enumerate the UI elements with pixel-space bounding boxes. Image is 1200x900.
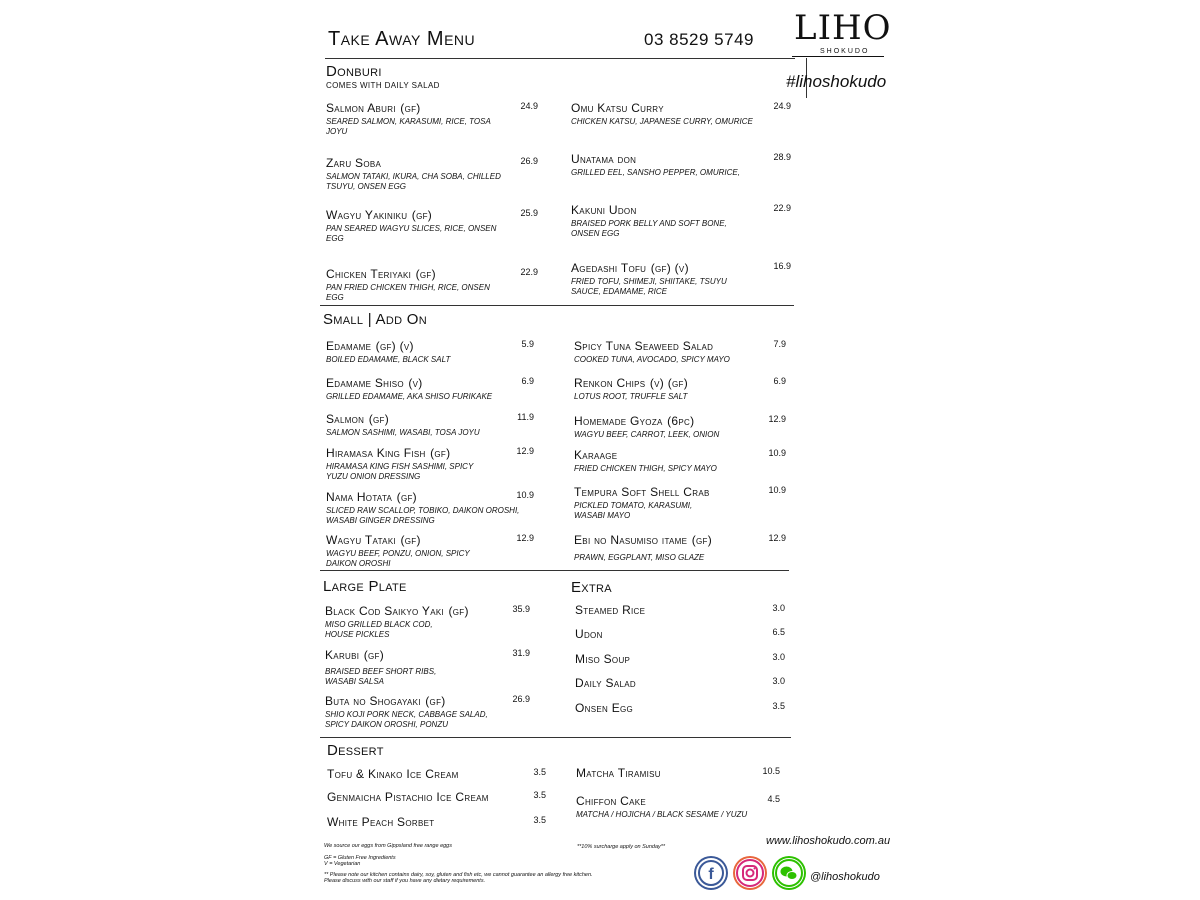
wechat-icon[interactable] xyxy=(774,858,804,888)
menu-item xyxy=(571,99,791,127)
egg-source-note: We source our eggs from Gippsland free range eggs xyxy=(324,843,452,849)
item-price: 22.9 xyxy=(773,203,791,213)
item-description: BOILED EDAMAME, BLACK SALT xyxy=(326,355,451,364)
item-description: COOKED TUNA, AVOCADO, SPICY MAYO xyxy=(574,355,730,364)
menu-item xyxy=(571,150,791,178)
item-price: 28.9 xyxy=(773,152,791,162)
item-price: 6.9 xyxy=(521,376,534,386)
website-link[interactable]: www.lihoshokudo.com.au xyxy=(766,835,891,847)
item-description: GRILLED EDAMAME, AKA SHISO FURIKAKE xyxy=(326,392,493,401)
svg-text:f: f xyxy=(708,866,714,883)
menu-item xyxy=(326,444,534,482)
item-name: Genmaicha Pistachio Ice Cream xyxy=(327,790,489,804)
item-name: Kakuni Udon xyxy=(571,203,637,217)
item-price: 3.0 xyxy=(772,652,785,662)
item-price: 16.9 xyxy=(773,261,791,271)
item-description: PAN SEARED WAGYU SLICES, RICE, ONSEN EGG xyxy=(326,224,497,243)
section-title-extra: Extra xyxy=(571,579,612,596)
item-tag: (6pc) xyxy=(667,414,695,428)
item-name: Karaage xyxy=(574,448,618,462)
menu-item xyxy=(575,601,785,619)
item-name: Tempura Soft Shell Crab xyxy=(574,485,710,499)
item-price: 12.9 xyxy=(768,414,786,424)
item-tag: (gf) xyxy=(430,446,451,460)
item-name: Salmon Aburi xyxy=(326,101,396,115)
item-name: Udon xyxy=(575,627,603,641)
menu-item xyxy=(326,206,538,244)
item-name: Miso Soup xyxy=(575,652,631,666)
item-price: 12.9 xyxy=(768,533,786,543)
item-description: PICKLED TOMATO, KARASUMI, WASABI MAYO xyxy=(574,501,693,520)
menu-item xyxy=(326,374,534,402)
item-name: Nama Hotata xyxy=(326,490,393,504)
instagram-icon[interactable] xyxy=(735,858,765,888)
item-name: Buta no Shogayaki xyxy=(325,694,421,708)
menu-item xyxy=(326,488,534,526)
section-title-donburi: Donburi xyxy=(326,63,382,80)
item-name: Edamame xyxy=(326,339,372,353)
item-name: Tofu & Kinako Ice Cream xyxy=(327,767,459,781)
item-price: 35.9 xyxy=(512,604,530,614)
legend-vegetarian: V = Vegetarian xyxy=(324,861,361,867)
item-name: Homemade Gyoza xyxy=(574,414,663,428)
item-tag: (gf) xyxy=(411,208,433,222)
menu-item xyxy=(571,259,791,297)
menu-item xyxy=(576,764,780,782)
item-name: Zaru Soba xyxy=(326,156,382,170)
item-description: MISO GRILLED BLACK COD, HOUSE PICKLES xyxy=(325,620,433,639)
phone-number: 03 8529 5749 xyxy=(644,30,754,49)
item-price: 7.9 xyxy=(773,339,786,349)
menu-item xyxy=(574,374,786,402)
item-description: CHICKEN KATSU, JAPANESE CURRY, OMURICE xyxy=(571,117,753,126)
liho-logo xyxy=(792,8,892,60)
menu-item xyxy=(575,699,785,717)
section-title-large-plate: Large Plate xyxy=(323,578,407,595)
menu-title: Take Away Menu xyxy=(328,28,476,50)
item-name: Edamame Shiso xyxy=(326,376,404,390)
menu-item xyxy=(576,792,780,810)
item-price: 3.5 xyxy=(772,701,785,711)
item-description: WAGYU BEEF, CARROT, LEEK, ONION xyxy=(574,430,720,439)
item-price: 10.9 xyxy=(516,490,534,500)
menu-item xyxy=(326,410,534,438)
item-description: SEARED SALMON, KARASUMI, RICE, TOSA JOYU xyxy=(326,117,491,136)
section-divider xyxy=(320,305,794,306)
item-price: 12.9 xyxy=(516,446,534,456)
item-price: 10.9 xyxy=(768,485,786,495)
item-name: Wagyu Yakiniku xyxy=(326,208,408,222)
item-description: SLICED RAW SCALLOP, TOBIKO, DAIKON OROSHI, WASABI GINGER DRESSING xyxy=(326,506,520,525)
menu-item xyxy=(575,625,785,643)
item-price: 3.0 xyxy=(772,603,785,613)
item-name: Steamed Rice xyxy=(575,603,646,617)
item-name: Matcha Tiramisu xyxy=(576,766,661,780)
item-price: 5.9 xyxy=(521,339,534,349)
donburi-note: COMES WITH DAILY SALAD xyxy=(326,81,440,90)
menu-item xyxy=(574,531,786,563)
menu-item xyxy=(575,650,785,668)
menu-item xyxy=(325,602,530,640)
header-rule xyxy=(325,58,795,59)
menu-item xyxy=(574,483,786,521)
logo-subtitle: SHOKUDO xyxy=(820,48,870,55)
menu-item xyxy=(326,265,538,303)
section-divider xyxy=(320,737,791,738)
item-price: 3.5 xyxy=(533,767,546,777)
menu-item xyxy=(325,646,530,687)
item-name: Ebi no Nasumiso itame xyxy=(574,533,688,547)
item-name: Black Cod Saikyo Yaki xyxy=(325,604,445,618)
item-price: 12.9 xyxy=(516,533,534,543)
item-name: Salmon xyxy=(326,412,365,426)
menu-item xyxy=(574,337,786,365)
menu-item xyxy=(574,412,786,440)
item-price: 10.5 xyxy=(762,766,780,776)
item-price: 3.5 xyxy=(533,790,546,800)
item-description: GRILLED EEL, SANSHO PEPPER, OMURICE, xyxy=(571,168,740,177)
item-tag: (gf) xyxy=(363,648,385,662)
item-name: Unatama don xyxy=(571,152,637,166)
menu-item xyxy=(327,813,546,831)
item-price: 6.9 xyxy=(773,376,786,386)
logo-underline xyxy=(792,56,884,57)
item-name: Omu Katsu Curry xyxy=(571,101,664,115)
item-description: SHIO KOJI PORK NECK, CABBAGE SALAD, SPICY DAIKON OROSHI, PONZU xyxy=(325,710,488,729)
item-name: Daily Salad xyxy=(575,676,636,690)
menu-item xyxy=(325,692,530,730)
legend-gluten-free: GF = Gluten Free Ingredients xyxy=(324,855,396,861)
item-tag: (v) (gf) xyxy=(649,376,689,390)
dietary-note: Please discuss with our staff if you have any dietary requirements. xyxy=(324,878,486,884)
item-name: Karubi xyxy=(325,648,360,662)
item-price: 3.5 xyxy=(533,815,546,825)
item-price: 6.5 xyxy=(772,627,785,637)
item-name: Renkon Chips xyxy=(574,376,646,390)
item-tag: (gf) xyxy=(415,267,436,281)
item-name: Agedashi Tofu xyxy=(571,261,647,275)
allergy-note: ** Please note our kitchen contains dairy, soy, gluten and fish etc, we cannot guarantee an allergy free kitchen. xyxy=(324,872,593,878)
item-price: 3.0 xyxy=(772,676,785,686)
section-title-dessert: Dessert xyxy=(327,742,384,759)
item-description: LOTUS ROOT, TRUFFLE SALT xyxy=(574,392,688,401)
menu-item xyxy=(574,446,786,474)
item-name: Hiramasa King Fish xyxy=(326,446,426,460)
item-tag: (gf) xyxy=(368,412,390,426)
item-description: SALMON SASHIMI, WASABI, TOSA JOYU xyxy=(326,428,480,437)
item-description: SALMON TATAKI, IKURA, CHA SOBA, CHILLED TSUYU, ONSEN EGG xyxy=(326,172,501,191)
menu-item xyxy=(326,99,538,137)
item-description: BRAISED BEEF SHORT RIBS, WASABI SALSA xyxy=(325,667,437,686)
item-description: WAGYU BEEF, PONZU, ONION, SPICY DAIKON OROSHI xyxy=(326,549,470,568)
item-tag: (gf) (v) xyxy=(375,339,414,353)
item-price: 4.5 xyxy=(767,794,780,804)
social-handle[interactable]: @lihoshokudo xyxy=(810,871,880,883)
item-tag: (v) xyxy=(408,376,423,390)
item-name: Chiffon Cake xyxy=(576,794,647,808)
section-title-small: Small | Add On xyxy=(323,311,428,328)
menu-item xyxy=(326,531,534,569)
item-description: MATCHA / HOJICHA / BLACK SESAME / YUZU xyxy=(576,810,748,819)
item-tag: (gf) xyxy=(400,101,421,115)
sunday-surcharge-note: **10% surcharge apply on Sunday** xyxy=(577,844,666,850)
item-tag: (gf) xyxy=(396,490,417,504)
menu-item xyxy=(326,337,534,365)
menu-item xyxy=(571,201,791,239)
item-price: 25.9 xyxy=(520,208,538,218)
item-tag: (gf) xyxy=(691,533,713,547)
item-price: 24.9 xyxy=(520,101,538,111)
item-price: 24.9 xyxy=(773,101,791,111)
item-price: 26.9 xyxy=(512,694,530,704)
item-description: HIRAMASA KING FISH SASHIMI, SPICY YUZU ONION DRESSING xyxy=(326,462,474,481)
item-price: 22.9 xyxy=(520,267,538,277)
item-tag: (gf) (v) xyxy=(650,261,689,275)
item-description: FRIED CHICKEN THIGH, SPICY MAYO xyxy=(574,464,717,473)
item-description: PRAWN, EGGPLANT, MISO GLAZE xyxy=(574,553,705,562)
item-tag: (gf) xyxy=(448,604,469,618)
hashtag: #lihoshokudo xyxy=(786,72,887,91)
menu-item xyxy=(327,765,546,783)
item-name: Onsen Egg xyxy=(575,701,634,715)
menu-item xyxy=(327,788,546,806)
item-name: Chicken Teriyaki xyxy=(326,267,412,281)
item-price: 10.9 xyxy=(768,448,786,458)
item-description: PAN FRIED CHICKEN THIGH, RICE, ONSEN EGG xyxy=(326,283,490,302)
item-price: 26.9 xyxy=(520,156,538,166)
item-price: 11.9 xyxy=(517,412,534,422)
section-divider xyxy=(320,570,789,571)
item-description: BRAISED PORK BELLY AND SOFT BONE, ONSEN EGG xyxy=(571,219,727,238)
menu-item xyxy=(326,154,538,192)
item-tag: (gf) xyxy=(400,533,421,547)
facebook-icon[interactable] xyxy=(696,858,726,888)
item-tag: (gf) xyxy=(425,694,446,708)
logo-wordmark: LIHO xyxy=(794,8,892,48)
item-name: Wagyu Tataki xyxy=(326,533,396,547)
item-name: Spicy Tuna Seaweed Salad xyxy=(574,339,714,353)
menu-item xyxy=(575,674,785,692)
item-name: White Peach Sorbet xyxy=(327,815,435,829)
item-price: 31.9 xyxy=(512,648,530,658)
item-description: FRIED TOFU, SHIMEJI, SHIITAKE, TSUYU SAUCE, EDAMAME, RICE xyxy=(571,277,727,296)
